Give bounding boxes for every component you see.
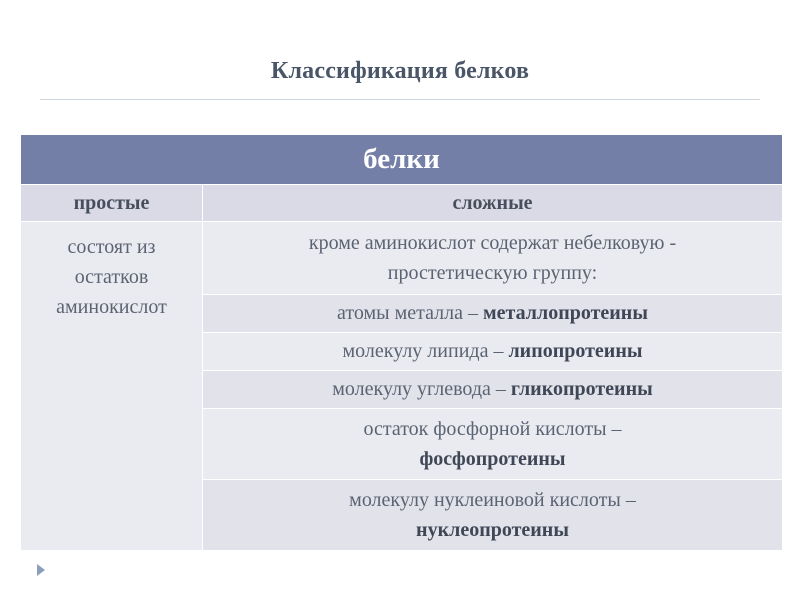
row-term: нуклеопротеины [416,519,569,541]
complex-row-nucleo [203,480,783,551]
complex-intro [203,222,783,295]
row-term: липопротеины [508,340,643,362]
complex-intro-line: кроме аминокислот содержат небелковую - [308,232,677,254]
row-prefix: атомы металла – [337,302,484,324]
col-simple-header: простые [21,185,203,222]
next-slide-arrow-icon[interactable] [37,564,45,576]
simple-desc-line: остатков [74,266,149,288]
table-header: белки [21,135,783,185]
row-prefix: молекулу нуклеиновой кислоты – [349,489,636,511]
col-complex-header: сложные [203,185,783,222]
complex-intro-line: простетическую группу: [387,262,598,284]
title-divider [40,99,760,100]
row-prefix: молекулу углевода – [332,378,511,400]
complex-row-lipid [203,333,783,371]
page-title: Классификация белков [270,58,530,84]
table-row [21,222,783,295]
complex-row-carb [203,371,783,409]
table-subheader-row [21,185,783,222]
simple-desc-line: состоят из [67,236,156,258]
row-term: гликопротеины [510,378,653,400]
table-header-row [21,135,783,185]
row-prefix: молекулу липида – [342,340,509,362]
row-term: фосфопротеины [419,448,566,470]
simple-description [21,222,203,551]
simple-desc-line: аминокислот [56,296,167,318]
complex-row-phospho [203,409,783,480]
complex-row-metal [203,295,783,333]
proteins-classification-table [20,134,783,551]
row-prefix: остаток фосфорной кислоты – [363,418,622,440]
row-term: металлопротеины [483,302,648,324]
